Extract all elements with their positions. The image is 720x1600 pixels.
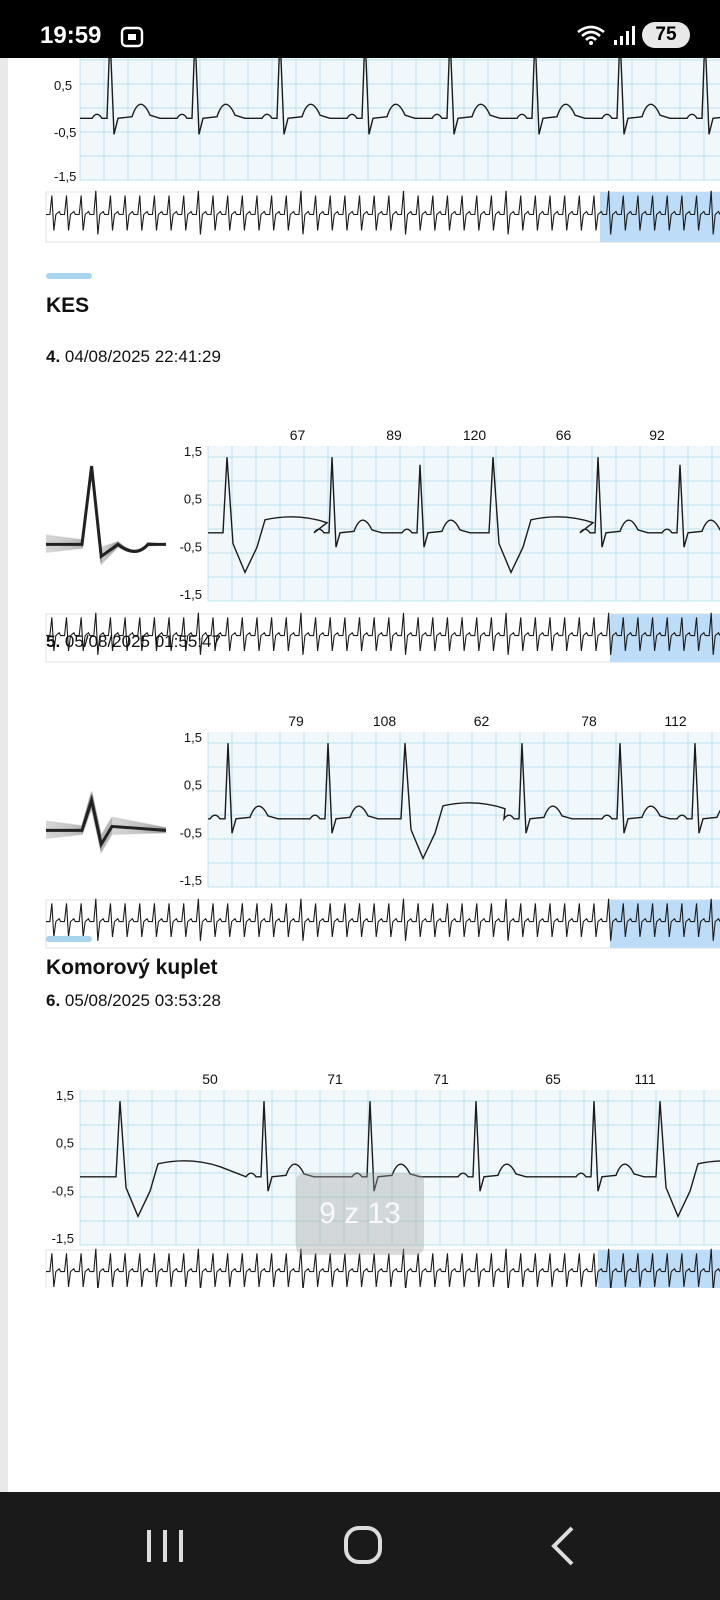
event-index: 4. [46, 347, 61, 366]
recent-apps-icon[interactable] [135, 1522, 195, 1572]
navigation-bar [0, 1492, 720, 1600]
event-header[interactable] [46, 991, 221, 1011]
signal-icon [612, 24, 636, 46]
ytick-label: 1,5 [183, 730, 202, 745]
heart-rate-label: 66 [555, 427, 572, 443]
ytick-label: 0,5 [183, 777, 202, 793]
ecg-chart-event-4[interactable] [0, 372, 720, 672]
status-right [576, 20, 690, 50]
ytick-label: -0,5 [54, 125, 77, 140]
heart-rate-label: 108 [372, 713, 397, 729]
heart-rate-label: 92 [649, 427, 665, 443]
ecg-event-partial [0, 58, 720, 248]
beat-overlay-thumbnail [46, 791, 166, 852]
ytick-label: -1,5 [179, 587, 202, 602]
ytick-label: 0,5 [55, 1135, 74, 1151]
ytick-label: -0,5 [179, 825, 202, 841]
heart-rate-label: 89 [386, 427, 402, 443]
heart-rate-label: 120 [462, 427, 487, 443]
event-datetime: 05/08/2025 03:53:28 [64, 991, 221, 1010]
ecg-grid-bg [208, 732, 720, 887]
ytick-label: 1,5 [55, 1088, 74, 1103]
heart-rate-label: 62 [473, 713, 490, 729]
wifi-icon [576, 24, 606, 46]
event-header[interactable] [46, 347, 221, 367]
heart-rate-label: 79 [288, 713, 304, 729]
section-title-kes: KES [46, 294, 90, 317]
ecg-grid-bg [208, 446, 720, 601]
status-time: 19:59 [40, 22, 102, 49]
page-indicator: 9 z 13 [296, 1173, 424, 1255]
event-index: 5. [46, 632, 61, 651]
heart-rate-label: 50 [202, 1071, 218, 1087]
event-datetime: 05/08/2025 01:55:47 [64, 632, 221, 651]
home-icon[interactable] [334, 1522, 394, 1572]
event-header[interactable] [46, 632, 221, 652]
heart-rate-label: 112 [664, 713, 687, 729]
section-accent [46, 936, 92, 942]
ecg-report-content[interactable] [0, 58, 720, 1492]
screenshot-icon [120, 26, 144, 48]
ecg-chart-partial [0, 58, 720, 248]
heart-rate-label: 71 [327, 1071, 343, 1087]
section-title-komorovy-kuplet: Komorový kuplet [46, 956, 218, 979]
battery-indicator: 75 [642, 22, 690, 48]
ytick-label: 0,5 [183, 491, 202, 507]
back-icon[interactable] [536, 1522, 596, 1572]
ecg-event-5[interactable] [0, 658, 720, 958]
ytick-label: -1,5 [51, 1231, 74, 1246]
ytick-label: -0,5 [51, 1183, 74, 1199]
heart-rate-label: 67 [289, 427, 306, 443]
heart-rate-label: 65 [545, 1071, 561, 1087]
ecg-chart-event-5[interactable] [0, 658, 720, 958]
heart-rate-label: 78 [581, 713, 597, 729]
ytick-label: -1,5 [54, 169, 77, 184]
ytick-label: -1,5 [179, 873, 202, 888]
event-index: 6. [46, 991, 61, 1010]
event-datetime: 04/08/2025 22:41:29 [64, 347, 221, 366]
heart-rate-label: 71 [433, 1071, 449, 1087]
ytick-label: 0,5 [54, 78, 73, 93]
section-accent [46, 273, 92, 279]
beat-overlay-trace [46, 473, 166, 551]
ecg-overview-highlight [600, 192, 720, 242]
beat-overlay-thumbnail [46, 466, 166, 564]
status-bar [0, 0, 720, 58]
ytick-label: -0,5 [179, 539, 202, 555]
ecg-event-4[interactable] [0, 372, 720, 672]
ytick-label: 1,5 [183, 444, 202, 459]
heart-rate-label: 111 [634, 1071, 656, 1087]
